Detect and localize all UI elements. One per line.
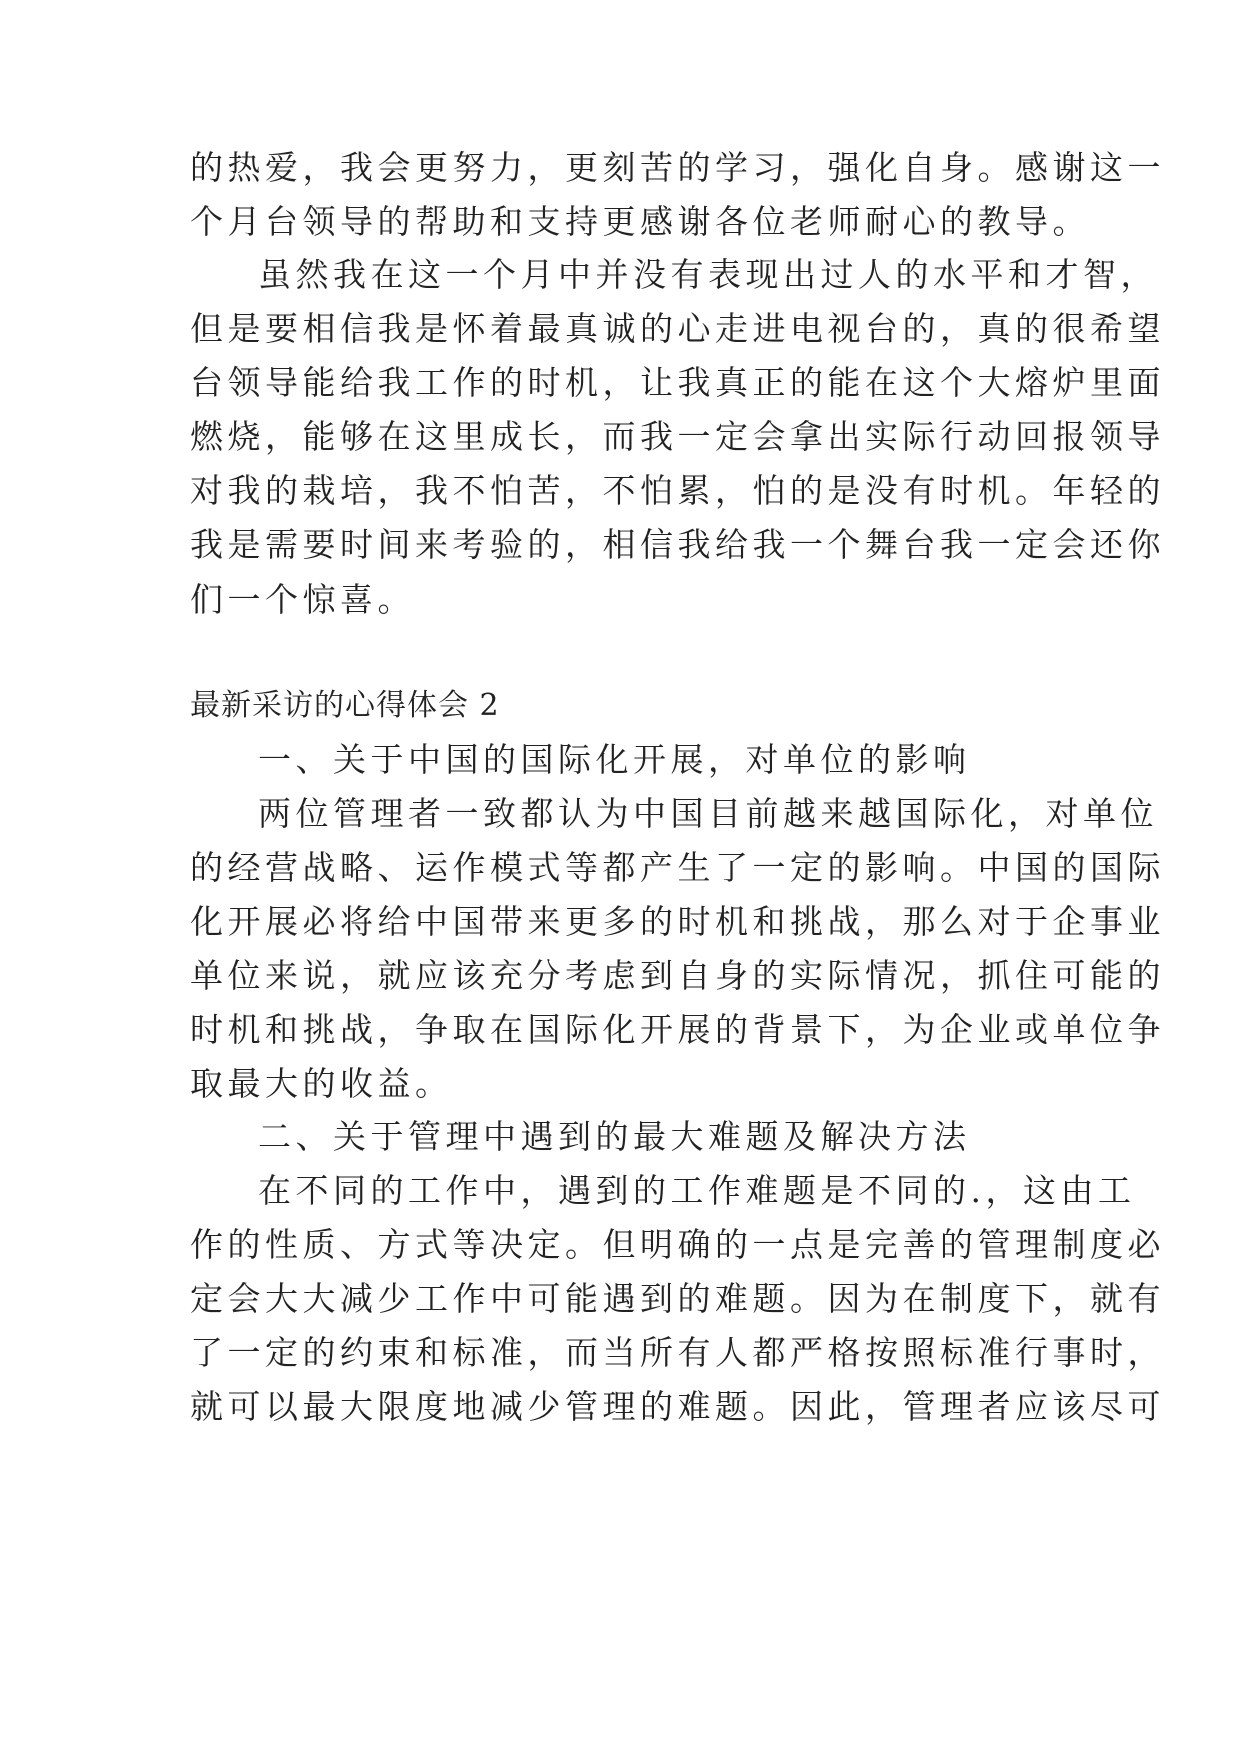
paragraph-line: 但是要相信我是怀着最真诚的心走进电视台的，真的很希望	[190, 309, 1165, 348]
paragraph-line: 的热爱，我会更努力，更刻苦的学习，强化自身。感谢这一	[190, 148, 1165, 187]
paragraph-line: 作的性质、方式等决定。但明确的一点是完善的管理制度必	[190, 1225, 1165, 1264]
paragraph-line: 两位管理者一致都认为中国目前越来越国际化，对单位	[258, 794, 1158, 833]
paragraph-line: 燃烧，能够在这里成长，而我一定会拿出实际行动回报领导	[190, 417, 1165, 456]
paragraph-line: 的经营战略、运作模式等都产生了一定的影响。中国的国际	[190, 848, 1165, 887]
section-title: 最新采访的心得体会 2	[190, 688, 500, 723]
paragraph-line: 虽然我在这一个月中并没有表现出过人的水平和才智，	[258, 255, 1158, 294]
paragraph-line: 台领导能给我工作的时机，让我真正的能在这个大熔炉里面	[190, 363, 1165, 402]
subheading: 一、关于中国的国际化开展，对单位的影响	[258, 740, 971, 779]
paragraph-line: 对我的栽培，我不怕苦，不怕累，怕的是没有时机。年轻的	[190, 471, 1165, 510]
paragraph-line: 们一个惊喜。	[190, 580, 415, 619]
paragraph-line: 我是需要时间来考验的，相信我给我一个舞台我一定会还你	[190, 525, 1165, 564]
paragraph-line: 就可以最大限度地减少管理的难题。因此，管理者应该尽可	[190, 1387, 1165, 1426]
paragraph-line: 个月台领导的帮助和支持更感谢各位老师耐心的教导。	[190, 202, 1090, 241]
paragraph-line: 在不同的工作中，遇到的工作难题是不同的.，这由工	[258, 1171, 1136, 1210]
paragraph-line: 单位来说，就应该充分考虑到自身的实际情况，抓住可能的	[190, 956, 1165, 995]
paragraph-line: 时机和挑战，争取在国际化开展的背景下，为企业或单位争	[190, 1010, 1165, 1049]
paragraph-line: 定会大大减少工作中可能遇到的难题。因为在制度下，就有	[190, 1279, 1165, 1318]
paragraph-line: 取最大的收益。	[190, 1064, 453, 1103]
paragraph-line: 化开展必将给中国带来更多的时机和挑战，那么对于企事业	[190, 902, 1165, 941]
subheading: 二、关于管理中遇到的最大难题及解决方法	[258, 1117, 971, 1156]
paragraph-line: 了一定的约束和标准，而当所有人都严格按照标准行事时，	[190, 1333, 1165, 1372]
